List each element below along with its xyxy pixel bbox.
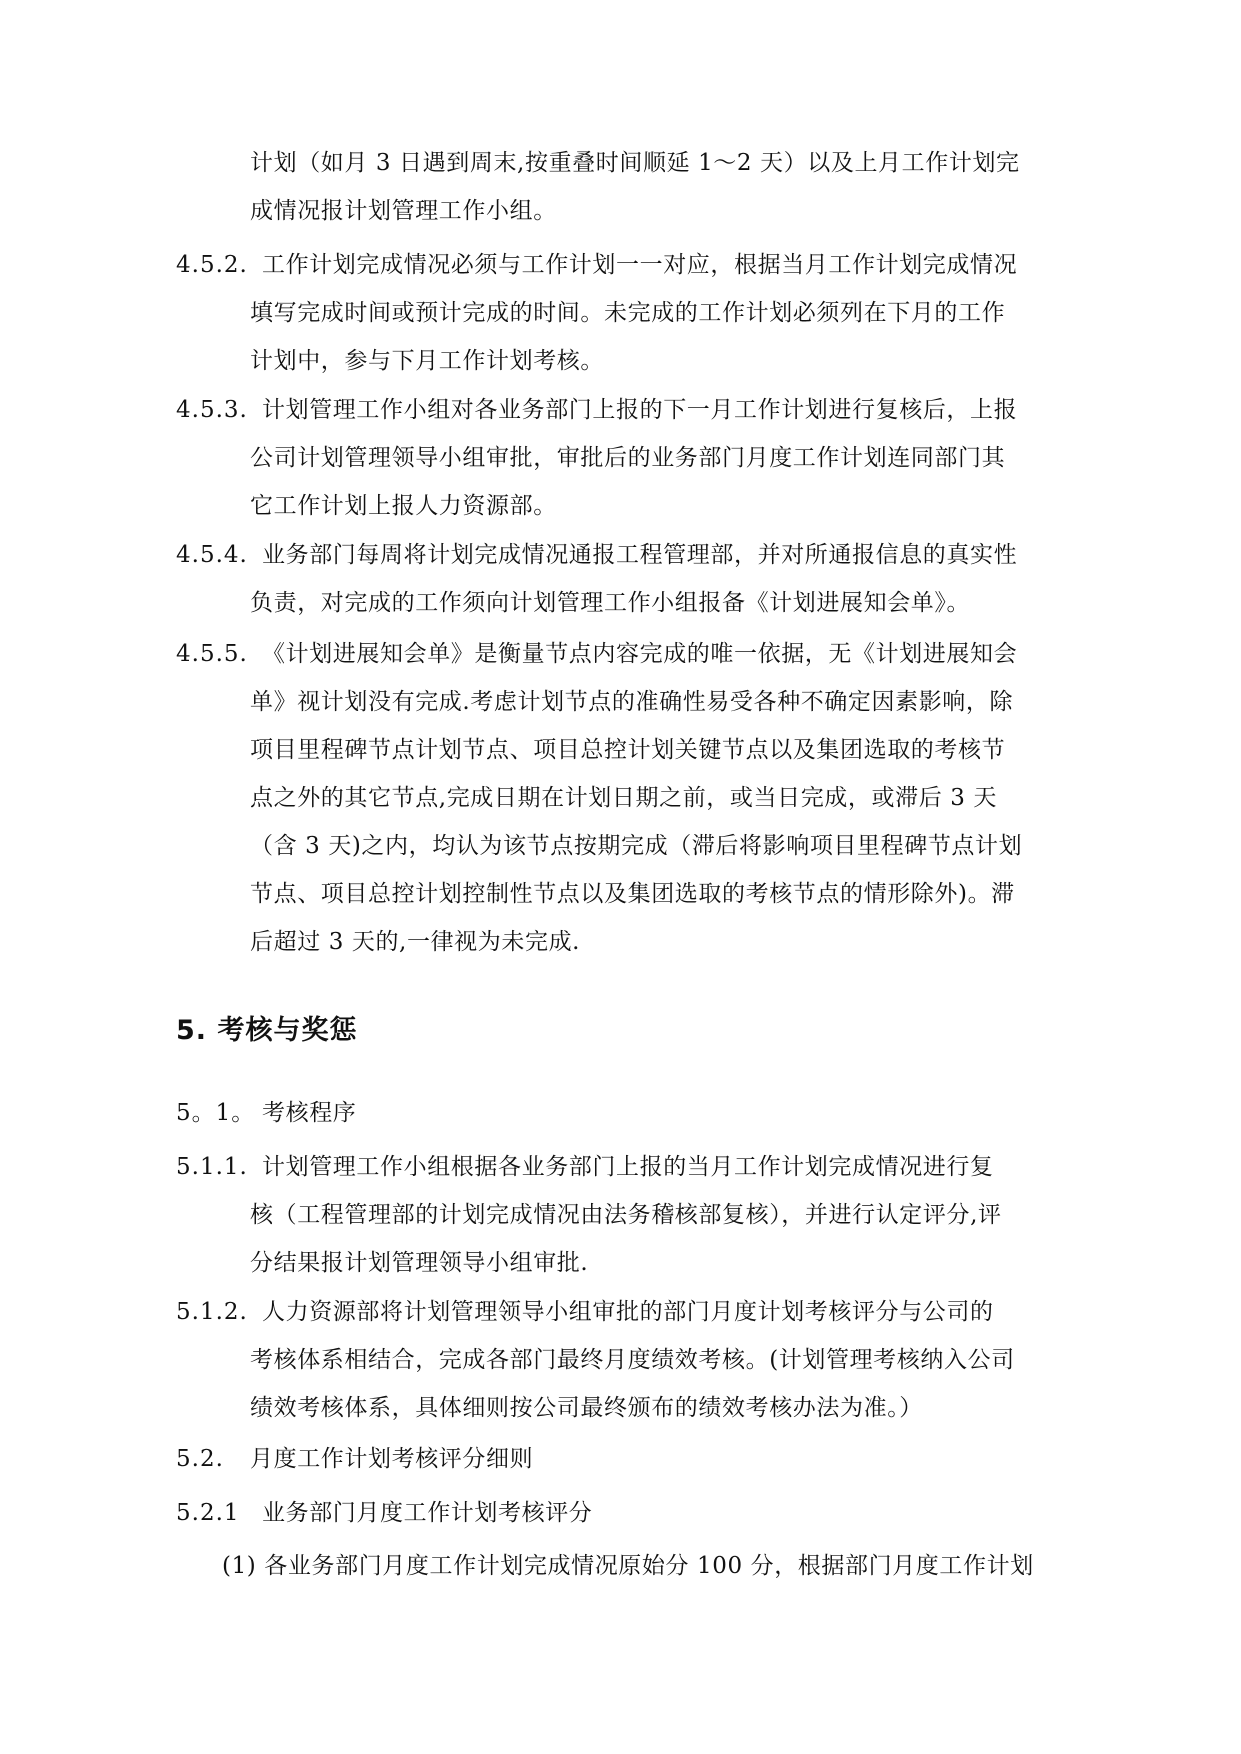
paragraph-line: 成情况报计划管理工作小组。 [250,198,557,224]
subsection-title: 考核程序 [262,1100,357,1126]
paragraph-line: 核（工程管理部的计划完成情况由法务稽核部复核），并进行认定评分,评 [250,1202,1002,1228]
section-number: 5.2.1 [176,1500,240,1526]
paragraph-line: （含 3 天)之内，均认为该节点按期完成（滞后将影响项目里程碑节点计划 [250,833,1023,859]
paragraph-line: 业务部门每周将计划完成情况通报工程管理部，并对所通报信息的真实性 [262,542,1018,568]
list-item: (1) 各业务部门月度工作计划完成情况原始分 100 分，根据部门月度工作计划 [222,1553,1034,1579]
paragraph-line: 点之外的其它节点,完成日期在计划日期之前，或当日完成，或滞后 3 天 [250,785,997,811]
subsection-title: 业务部门月度工作计划考核评分 [262,1500,593,1526]
paragraph-line: 人力资源部将计划管理领导小组审批的部门月度计划考核评分与公司的 [262,1299,994,1325]
paragraph-line: 它工作计划上报人力资源部。 [250,493,557,519]
section-number: 5.1.2. [176,1299,248,1325]
paragraph-line: 工作计划完成情况必须与工作计划一一对应，根据当月工作计划完成情况 [262,252,1018,278]
section-number: 4.5.4. [176,542,248,568]
section-number: 4.5.2. [176,252,248,278]
paragraph-line: 计划管理工作小组对各业务部门上报的下一月工作计划进行复核后，上报 [262,397,1018,423]
paragraph-line: 绩效考核体系，具体细则按公司最终颁布的绩效考核办法为准。） [250,1395,923,1421]
paragraph-line: 计划管理工作小组根据各业务部门上报的当月工作计划完成情况进行复 [262,1154,994,1180]
paragraph-line: 计划中，参与下月工作计划考核。 [250,348,604,374]
section-number: 4.5.3. [176,397,248,423]
paragraph-line: 《计划进展知会单》是衡量节点内容完成的唯一依据，无《计划进展知会 [262,641,1018,667]
paragraph-line: 单》视计划没有完成.考虑计划节点的准确性易受各种不确定因素影响，除 [250,689,1014,715]
subsection-title: 月度工作计划考核评分细则 [250,1446,534,1472]
section-number: 5.1.1. [176,1154,248,1180]
paragraph-line: 后超过 3 天的,一律视为未完成. [250,929,581,955]
section-number: 5.2. [176,1446,224,1472]
paragraph-line: 计划（如月 3 日遇到周末,按重叠时间顺延 1～2 天）以及上月工作计划完 [250,150,1020,176]
paragraph-line: 填写完成时间或预计完成的时间。未完成的工作计划必须列在下月的工作 [250,300,1006,326]
paragraph-line: 分结果报计划管理领导小组审批. [250,1250,589,1276]
paragraph-line: 项目里程碑节点计划节点、项目总控计划关键节点以及集团选取的考核节 [250,737,1006,763]
paragraph-line: 节点、项目总控计划控制性节点以及集团选取的考核节点的情形除外)。滞 [250,881,1015,907]
paragraph-line: 考核体系相结合，完成各部门最终月度绩效考核。(计划管理考核纳入公司 [250,1347,1015,1373]
section-number: 5。1。 [176,1100,256,1126]
section-number: 4.5.5. [176,641,248,667]
section-heading: 5. 考核与奖惩 [176,1015,358,1046]
paragraph-line: 负责，对完成的工作须向计划管理工作小组报备《计划进展知会单》。 [250,590,971,616]
paragraph-line: 公司计划管理领导小组审批，审批后的业务部门月度工作计划连同部门其 [250,445,1006,471]
